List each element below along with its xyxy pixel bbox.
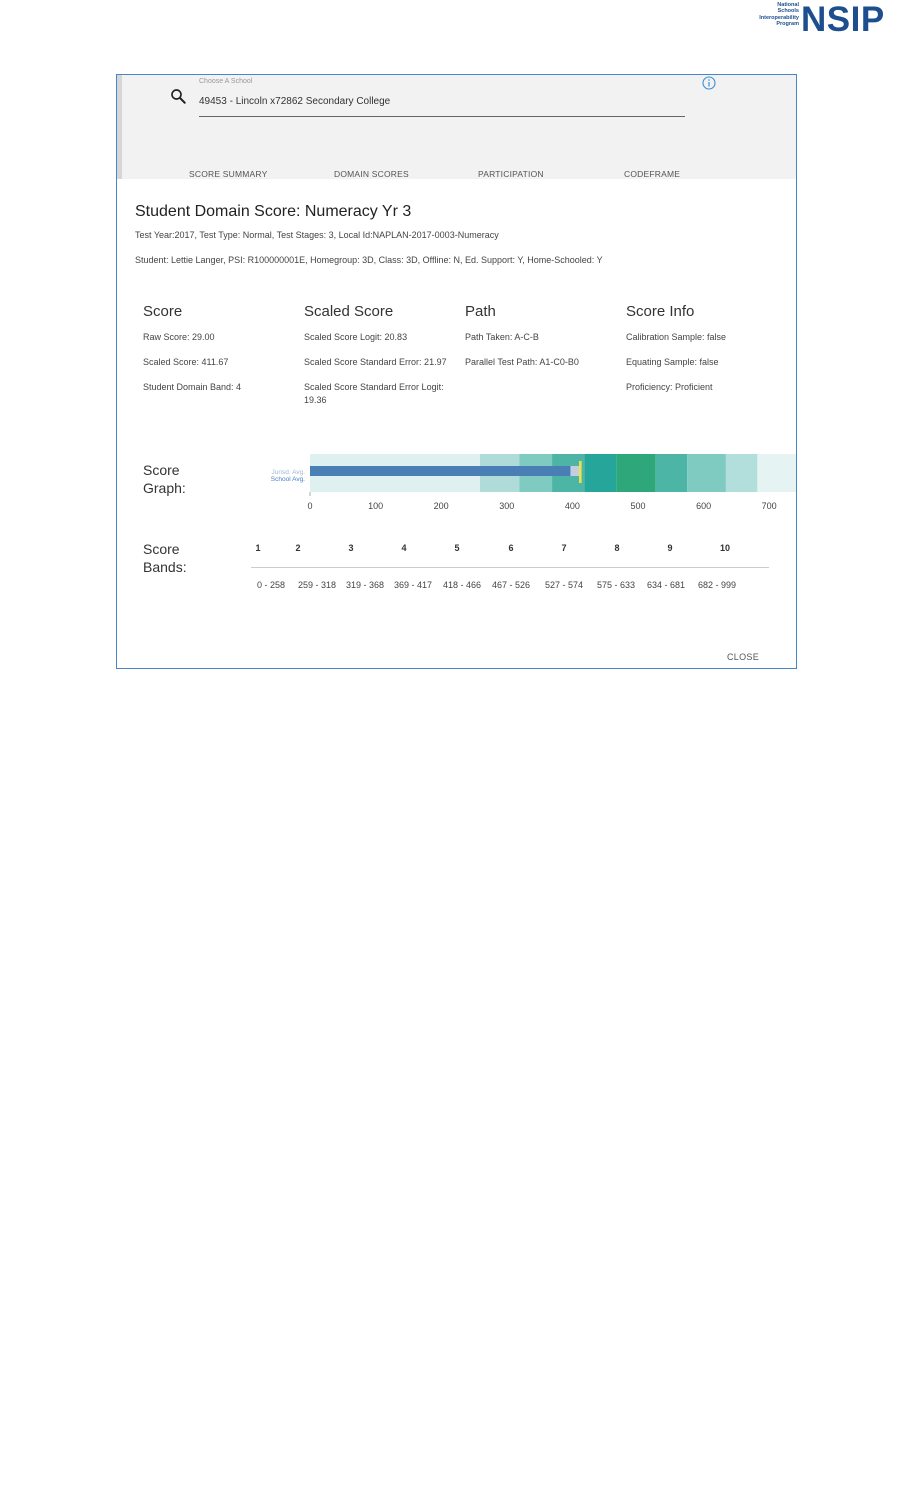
tab-codeframe[interactable]: CODEFRAME [624,169,681,179]
score-graph-label [143,461,186,497]
school-field-label: Choose A School [199,78,253,85]
school-input-underline [199,116,685,117]
dialog-title: Student Domain Score: Numeracy Yr 3 [135,203,412,220]
band-range: 0 - 258 [256,580,286,590]
x-tick-label: 300 [499,501,515,511]
band-range: 527 - 574 [544,580,584,590]
band-number: 6 [508,543,514,553]
tab-score-summary[interactable]: SCORE SUMMARY [189,169,268,179]
label-line: Graph: [143,480,186,496]
school-selector-bar [117,75,796,179]
band-number: 2 [295,543,301,553]
school-input[interactable]: 49453 - Lincoln x72862 Secondary College [199,96,391,107]
band-number: 9 [667,543,673,553]
x-tick-label: 200 [433,501,449,511]
band-segment [584,454,616,492]
score-column [143,303,293,406]
column-heading: Path [465,303,496,320]
band-segment [726,454,757,492]
label-line: Bands: [143,559,187,575]
band-segment [616,454,655,492]
band-number: 3 [348,543,354,553]
band-number: 10 [719,543,731,553]
test-info-line: Test Year:2017, Test Type: Normal, Test Stages: 3, Local Id:NAPLAN-2017-0003-Numeracy [135,230,499,240]
band-segment [656,454,687,492]
band-numbers-row [251,543,771,557]
parallel-test-path: Parallel Test Path: A1-C0-B0 [465,357,579,367]
x-tick-label: 100 [368,501,384,511]
logo-line: National [777,2,799,8]
band-range: 634 - 681 [646,580,686,590]
band-number: 5 [454,543,460,553]
nsip-logo [743,2,903,38]
band-range: 682 - 999 [697,580,737,590]
band-segment [687,454,726,492]
search-icon[interactable] [169,87,187,105]
logo-line: Schools [777,8,799,15]
x-tick-label: 700 [761,501,777,511]
band-range: 575 - 633 [596,580,636,590]
logo-wordmark: NSIP [801,0,885,39]
logo-line: Interoperability [759,14,799,21]
scaled-score-column [304,303,449,419]
band-range: 467 - 526 [491,580,531,590]
calibration-sample: Calibration Sample: false [626,332,727,342]
school-average-bar [310,466,570,476]
score-dialog-screenshot [116,74,797,669]
legend-jurisdiction-average: Jurisd. Avg. [271,469,305,476]
band-range: 369 - 417 [393,580,433,590]
scaled-score-standard-error-logit: Scaled Score Standard Error Logit: 19.36 [304,382,444,405]
x-tick-label: 600 [696,501,712,511]
tab-domain-scores[interactable]: DOMAIN SCORES [334,169,409,179]
label-line: Score [143,541,180,557]
score-graph-chart [297,451,796,511]
topbar-edge [117,75,122,179]
band-number: 7 [561,543,567,553]
scaled-score-logit: Scaled Score Logit: 20.83 [304,332,408,342]
band-number: 8 [614,543,620,553]
proficiency: Proficiency: Proficient [626,382,713,392]
tab-participation[interactable]: PARTICIPATION [478,169,544,179]
path-column [465,303,615,381]
raw-score: Raw Score: 29.00 [143,332,215,342]
equating-sample: Equating Sample: false [626,357,719,367]
bands-divider [251,567,769,568]
close-button[interactable]: CLOSE [727,652,760,662]
band-number: 4 [401,543,407,553]
path-taken: Path Taken: A-C-B [465,332,539,342]
band-range: 319 - 368 [345,580,385,590]
band-ranges-row [251,580,771,594]
x-tick-label: 400 [564,501,580,511]
band-number: 1 [255,543,261,553]
legend-school-average: School Avg. [270,476,305,483]
student-domain-band: Student Domain Band: 4 [143,382,242,392]
scaled-score: Scaled Score: 411.67 [143,357,229,367]
column-heading: Score Info [626,303,695,320]
label-line: Score [143,462,180,478]
tab-bar [117,169,796,179]
band-segment [757,454,796,492]
x-tick-label: 0 [307,501,313,511]
band-range: 418 - 466 [442,580,482,590]
score-info-column [626,303,776,406]
info-icon[interactable] [702,76,716,90]
band-range: 259 - 318 [297,580,337,590]
score-bands-label [143,540,187,576]
column-heading: Scaled Score [304,303,394,320]
student-score-marker [579,461,582,483]
column-heading: Score [143,303,183,320]
logo-line: Program [776,21,799,28]
logo-small-text [743,2,799,28]
student-info-line: Student: Lettie Langer, PSI: R100000001E, Homegroup: 3D, Class: 3D, Offline: N, Ed. Support: Y, Home-Schooled: Y [135,255,603,265]
x-tick-label: 500 [630,501,646,511]
scaled-score-standard-error: Scaled Score Standard Error: 21.97 [304,357,447,367]
